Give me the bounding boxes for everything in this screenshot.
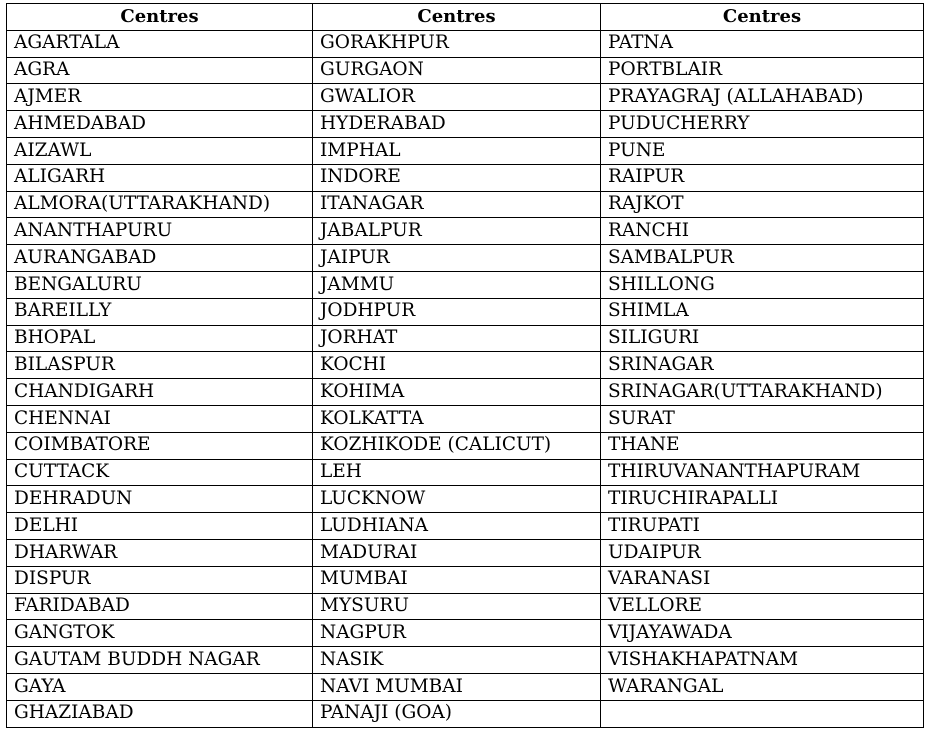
centre-cell: GAYA: [7, 673, 313, 700]
centre-cell: GAUTAM BUDDH NAGAR: [7, 647, 313, 674]
centre-cell: AHMEDABAD: [7, 111, 313, 138]
centre-cell: MADURAI: [313, 539, 601, 566]
table-row: [7, 164, 924, 191]
centre-cell: HYDERABAD: [313, 111, 601, 138]
centre-cell: JABALPUR: [313, 218, 601, 245]
table-row: [7, 673, 924, 700]
table-row: [7, 352, 924, 379]
centre-cell: GORAKHPUR: [313, 30, 601, 57]
table-row: [7, 218, 924, 245]
table-row: [7, 30, 924, 57]
centre-cell: TIRUPATI: [601, 513, 924, 540]
table-body: [7, 30, 924, 727]
centre-cell: CHENNAI: [7, 405, 313, 432]
table-row: [7, 700, 924, 727]
table-row: [7, 566, 924, 593]
centre-cell: SILIGURI: [601, 325, 924, 352]
centre-cell: BAREILLY: [7, 298, 313, 325]
column-header: Centres: [7, 4, 313, 31]
centre-cell: PATNA: [601, 30, 924, 57]
centre-cell: KOCHI: [313, 352, 601, 379]
centre-cell: ALMORA(UTTARAKHAND): [7, 191, 313, 218]
centre-cell: JAIPUR: [313, 245, 601, 272]
table-row: [7, 539, 924, 566]
centre-cell: VIJAYAWADA: [601, 620, 924, 647]
centre-cell: BHOPAL: [7, 325, 313, 352]
centre-cell: LUCKNOW: [313, 486, 601, 513]
centre-cell: PUDUCHERRY: [601, 111, 924, 138]
header-row: [7, 4, 924, 31]
centre-cell: RANCHI: [601, 218, 924, 245]
centre-cell: JORHAT: [313, 325, 601, 352]
centre-cell: DHARWAR: [7, 539, 313, 566]
centre-cell: KOHIMA: [313, 379, 601, 406]
centre-cell: [601, 700, 924, 727]
table-row: [7, 245, 924, 272]
centre-cell: DEHRADUN: [7, 486, 313, 513]
centre-cell: WARANGAL: [601, 673, 924, 700]
table-row: [7, 459, 924, 486]
table-header: [7, 4, 924, 31]
table-row: [7, 325, 924, 352]
centre-cell: BENGALURU: [7, 271, 313, 298]
centre-cell: JAMMU: [313, 271, 601, 298]
centre-cell: PORTBLAIR: [601, 57, 924, 84]
centre-cell: AGARTALA: [7, 30, 313, 57]
table-row: [7, 379, 924, 406]
centre-cell: INDORE: [313, 164, 601, 191]
centre-cell: DELHI: [7, 513, 313, 540]
centre-cell: ITANAGAR: [313, 191, 601, 218]
centre-cell: BILASPUR: [7, 352, 313, 379]
table-row: [7, 57, 924, 84]
centre-cell: CHANDIGARH: [7, 379, 313, 406]
table-row: [7, 432, 924, 459]
table-row: [7, 191, 924, 218]
centre-cell: PUNE: [601, 137, 924, 164]
centre-cell: VARANASI: [601, 566, 924, 593]
centre-cell: ALIGARH: [7, 164, 313, 191]
centre-cell: RAIPUR: [601, 164, 924, 191]
centres-table: [6, 3, 924, 728]
centre-cell: DISPUR: [7, 566, 313, 593]
centre-cell: IMPHAL: [313, 137, 601, 164]
centre-cell: THIRUVANANTHAPURAM: [601, 459, 924, 486]
centre-cell: MYSURU: [313, 593, 601, 620]
centre-cell: GHAZIABAD: [7, 700, 313, 727]
centre-cell: MUMBAI: [313, 566, 601, 593]
centre-cell: LUDHIANA: [313, 513, 601, 540]
centre-cell: AJMER: [7, 84, 313, 111]
centre-cell: RAJKOT: [601, 191, 924, 218]
centre-cell: COIMBATORE: [7, 432, 313, 459]
table-row: [7, 271, 924, 298]
centre-cell: LEH: [313, 459, 601, 486]
column-header: Centres: [313, 4, 601, 31]
centre-cell: UDAIPUR: [601, 539, 924, 566]
centre-cell: ANANTHAPURU: [7, 218, 313, 245]
centre-cell: SAMBALPUR: [601, 245, 924, 272]
centre-cell: PANAJI (GOA): [313, 700, 601, 727]
centre-cell: AGRA: [7, 57, 313, 84]
table-row: [7, 111, 924, 138]
centre-cell: NASIK: [313, 647, 601, 674]
centre-cell: NAVI MUMBAI: [313, 673, 601, 700]
centre-cell: VELLORE: [601, 593, 924, 620]
centre-cell: SURAT: [601, 405, 924, 432]
centre-cell: SHILLONG: [601, 271, 924, 298]
centre-cell: KOLKATTA: [313, 405, 601, 432]
centre-cell: NAGPUR: [313, 620, 601, 647]
centre-cell: FARIDABAD: [7, 593, 313, 620]
table-row: [7, 84, 924, 111]
centre-cell: JODHPUR: [313, 298, 601, 325]
centre-cell: KOZHIKODE (CALICUT): [313, 432, 601, 459]
centre-cell: VISHAKHAPATNAM: [601, 647, 924, 674]
centre-cell: AIZAWL: [7, 137, 313, 164]
table-row: [7, 593, 924, 620]
table-row: [7, 137, 924, 164]
centre-cell: SHIMLA: [601, 298, 924, 325]
centre-cell: SRINAGAR: [601, 352, 924, 379]
table-row: [7, 513, 924, 540]
table-row: [7, 298, 924, 325]
centre-cell: TIRUCHIRAPALLI: [601, 486, 924, 513]
centre-cell: GANGTOK: [7, 620, 313, 647]
centre-cell: GWALIOR: [313, 84, 601, 111]
centre-cell: SRINAGAR(UTTARAKHAND): [601, 379, 924, 406]
table-row: [7, 486, 924, 513]
table-row: [7, 647, 924, 674]
centre-cell: CUTTACK: [7, 459, 313, 486]
centre-cell: AURANGABAD: [7, 245, 313, 272]
table-row: [7, 405, 924, 432]
table-row: [7, 620, 924, 647]
centre-cell: THANE: [601, 432, 924, 459]
column-header: Centres: [601, 4, 924, 31]
centre-cell: PRAYAGRAJ (ALLAHABAD): [601, 84, 924, 111]
centre-cell: GURGAON: [313, 57, 601, 84]
